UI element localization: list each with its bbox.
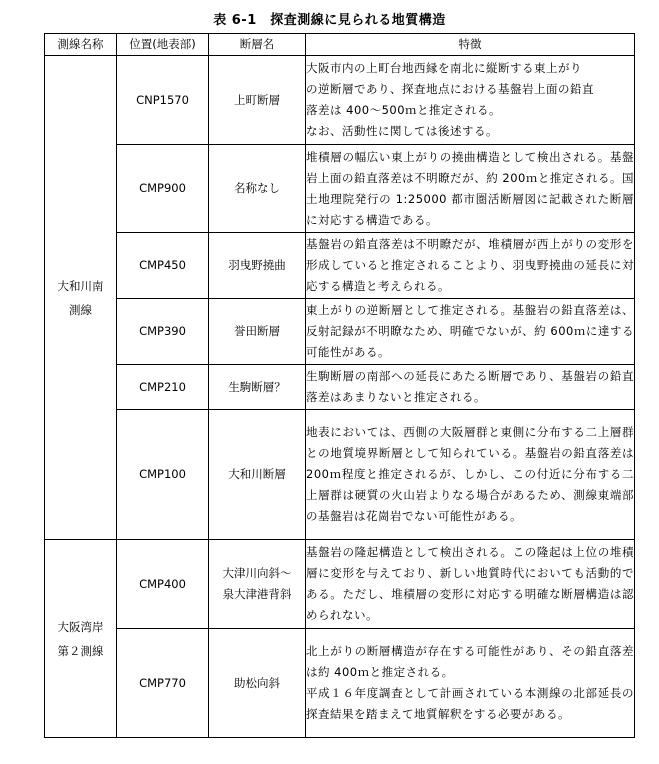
line-name-cell (45, 540, 117, 738)
geologic-structure-table (44, 33, 635, 738)
features-line: 落差は 400～500ｍと推定される。 (306, 103, 502, 117)
line-name-cell (45, 56, 117, 540)
fault-name-cell: 生駒断層？ (209, 365, 306, 410)
features-cell (306, 410, 635, 540)
features-text: 平成１６年度調査として計画されている本測線の北部延長の探査結果を踏まえて地質解釈をする必要がある。 (306, 686, 634, 721)
features-text: 東上がりの逆断層として推定される。基盤岩の鉛直落差は、反射記録が不明瞭なため、明確でないが、約 600ｍに達する可能性がある。 (306, 303, 634, 359)
table-row (45, 145, 635, 233)
features-cell (306, 629, 635, 738)
features-text: 基盤岩の鉛直落差は不明瞭だが、堆積層が西上がりの変形を形成していると推定されることより、羽曳野撓曲の延長に対応する構造と考えられる。 (306, 237, 634, 293)
line-name: 測線 (69, 302, 92, 317)
fault-name-cell: 助松向斜 (209, 629, 306, 738)
position-cell: CNP1570 (117, 56, 209, 145)
line-name: 第２測線 (57, 643, 104, 658)
features-text: 基盤岩の隆起構造として検出される。この隆起は上位の堆積層に変形を与えており、新しい地質時代においても活動的である。ただし、堆積層の変形に対応する明確な断層構造は認められない。 (306, 545, 634, 622)
features-line: の逆断層であり、探査地点における基盤岩上面の鉛直 (306, 82, 594, 96)
features-text: 北上がりの断層構造が存在する可能性があり、その鉛直落差は約 400ｍと推定される。 (306, 644, 634, 679)
features-text: 生駒断層の南部への延長にあたる断層であり、基盤岩の鉛直落差はあまりないと推定される。 (306, 369, 634, 404)
table-row (45, 410, 635, 540)
features-cell (306, 233, 635, 299)
table-row (45, 540, 635, 629)
features-line: 大阪市内の上町台地西縁を南北に縦断する東上がり (306, 61, 582, 75)
features-cell (306, 540, 635, 629)
features-cell (306, 365, 635, 410)
table-title: 表 6-1 探査測線に見られる地質構造 (213, 13, 446, 28)
fault-name-cell (209, 540, 306, 629)
fault-name-line: 泉大津港背斜 (222, 587, 292, 601)
table-row (45, 233, 635, 299)
line-name: 大阪湾岸 (57, 619, 104, 634)
features-text: 堆積層の幅広い東上がりの撓曲構造として検出される。基盤岩上面の鉛直落差は不明瞭だが、約 200ｍと推定される。国土地理院発行の 1:25000 都市圏活断層図に記載された断層に対応する構造である。 (306, 149, 634, 227)
fault-name-cell: 誉田断層 (209, 299, 306, 365)
position-cell: CMP770 (117, 629, 209, 738)
fault-name-cell: 羽曳野撓曲 (209, 233, 306, 299)
table-row (45, 365, 635, 410)
position-cell: CMP210 (117, 365, 209, 410)
position-cell: CMP900 (117, 145, 209, 233)
header-row (45, 34, 635, 56)
fault-name-cell: 名称なし (209, 145, 306, 233)
line-name: 大和川南 (57, 278, 104, 293)
fault-name-cell: 大和川断層 (209, 410, 306, 540)
header-line-name: 測線名称 (45, 34, 117, 56)
table-row (45, 56, 635, 145)
header-features: 特徴 (306, 34, 635, 56)
position-cell: CMP390 (117, 299, 209, 365)
fault-name-line: 大津川向斜～ (222, 566, 292, 580)
fault-name-cell: 上町断層 (209, 56, 306, 145)
table-row (45, 299, 635, 365)
header-position: 位置(地表部) (117, 34, 209, 56)
features-cell (306, 299, 635, 365)
features-line: なお、活動性に関しては後述する。 (306, 124, 498, 138)
features-cell (306, 56, 635, 145)
position-cell: CMP450 (117, 233, 209, 299)
position-cell: CMP100 (117, 410, 209, 540)
position-cell: CMP400 (117, 540, 209, 629)
features-text: 地表においては、西側の大阪層群と東側に分布する二上層群との地質境界断層として知られている。基盤岩の鉛直落差は 200ｍ程度と推定されるが、しかし、この付近に分布する二上層群は硬質の火山岩よりなる場合があるため、測線東端部の基盤岩は花崗岩でない可能性がある。 (306, 425, 634, 523)
header-fault-name: 断層名 (209, 34, 306, 56)
table-row (45, 629, 635, 738)
features-cell (306, 145, 635, 233)
